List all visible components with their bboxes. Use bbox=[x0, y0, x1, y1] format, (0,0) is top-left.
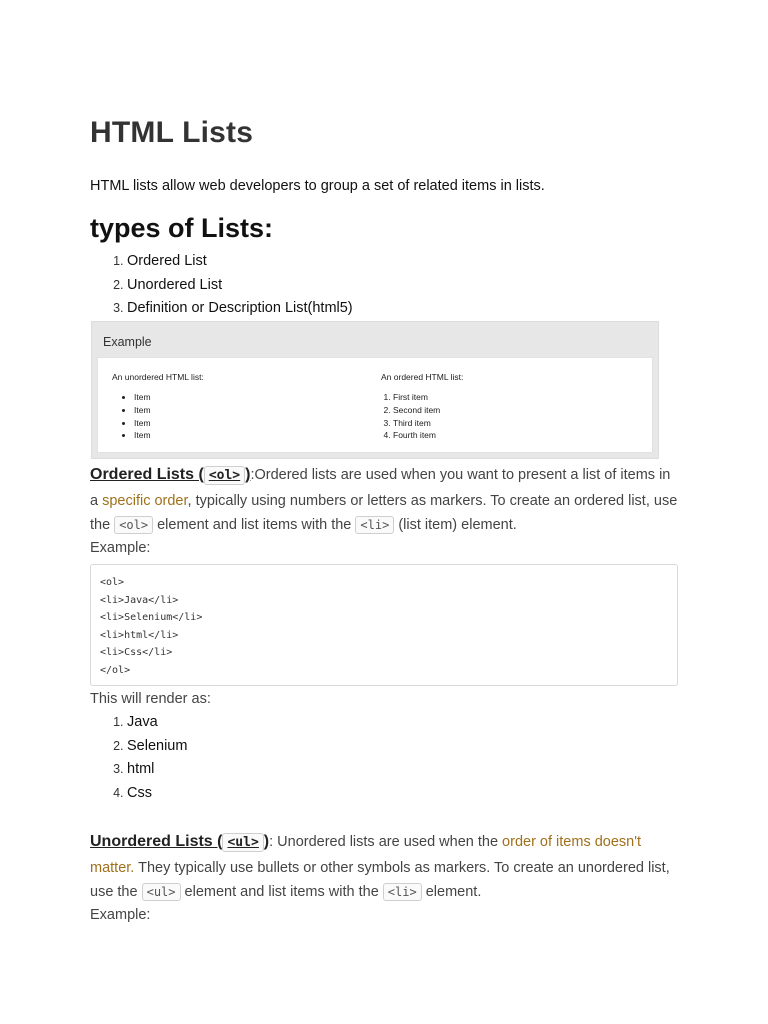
ordered-lists-title bbox=[90, 466, 250, 483]
paragraph-text: , typically using numbers or letters as markers. To create an ordered list, use the bbox=[90, 492, 678, 533]
ordered-example-list bbox=[381, 391, 463, 442]
paragraph-text: They typically use bullets or other symbols as markers. To create an unordered list, use the bbox=[90, 859, 670, 900]
list-item: 3. Definition or Description List(html5) bbox=[127, 297, 353, 321]
section-title-suffix: ) bbox=[245, 466, 251, 483]
list-item: • Item bbox=[134, 417, 204, 430]
li-code: <li> bbox=[383, 883, 422, 901]
types-list bbox=[90, 250, 353, 321]
paragraph-text: : Unordered lists are used when the bbox=[269, 834, 503, 850]
code-line: <li>Java</li> bbox=[100, 594, 179, 606]
code-line: <ol> bbox=[100, 577, 125, 588]
unordered-lists-title bbox=[90, 833, 269, 850]
ol-code: <ol> bbox=[114, 516, 153, 534]
list-item: 2. Unordered List bbox=[127, 274, 353, 298]
list-item: • Item bbox=[134, 404, 204, 417]
section-title-suffix: ) bbox=[263, 833, 270, 850]
types-heading: types of Lists: bbox=[90, 213, 274, 243]
unordered-caption: An unordered HTML list: bbox=[112, 372, 204, 382]
code-line: </ol> bbox=[100, 664, 131, 676]
example-image bbox=[91, 321, 659, 459]
li-code: <li> bbox=[355, 516, 394, 534]
list-item: 2. Second item bbox=[393, 404, 463, 417]
list-item: 1. First item bbox=[393, 391, 463, 404]
ul-tag-code: <ul> bbox=[222, 833, 263, 852]
highlight-text: order of items doesn't matter. bbox=[90, 834, 642, 876]
list-item: 4. Css bbox=[127, 782, 187, 806]
list-item: 1. Ordered List bbox=[127, 250, 353, 274]
render-label: This will render as: bbox=[90, 691, 211, 707]
unordered-example bbox=[112, 372, 204, 442]
unordered-example-list bbox=[112, 391, 204, 442]
ordered-lists-paragraph bbox=[90, 463, 678, 538]
highlight-text: specific order bbox=[102, 492, 188, 509]
list-item: • Item bbox=[134, 429, 204, 442]
example-image-panel bbox=[97, 357, 653, 453]
list-item: • Item bbox=[134, 391, 204, 404]
section-title-text: Ordered Lists ( bbox=[90, 466, 204, 483]
paragraph-text: element. bbox=[421, 884, 482, 900]
example-image-title: Example bbox=[103, 335, 152, 349]
code-line: <li>Selenium</li> bbox=[100, 612, 203, 623]
code-line: <li>html</li> bbox=[100, 629, 179, 641]
rendered-list bbox=[90, 711, 187, 805]
paragraph-text: :Ordered lists are used when you want to present a list of items in a bbox=[90, 467, 671, 509]
list-item: 3. Third item bbox=[393, 417, 463, 430]
example-label: Example: bbox=[90, 540, 151, 556]
ol-tag-code: <ol> bbox=[204, 466, 245, 485]
intro-text: HTML lists allow web developers to group a set of related items in lists. bbox=[90, 178, 545, 194]
unordered-lists-paragraph bbox=[90, 830, 678, 905]
paragraph-text: (list item) element. bbox=[394, 517, 517, 533]
section-title-text: Unordered Lists ( bbox=[90, 833, 223, 850]
list-item: 2. Selenium bbox=[127, 735, 187, 759]
page-title: HTML Lists bbox=[90, 116, 254, 149]
code-line: <li>Css</li> bbox=[100, 647, 173, 658]
ordered-caption: An ordered HTML list: bbox=[381, 372, 464, 382]
code-block bbox=[90, 564, 678, 686]
list-item: 4. Fourth item bbox=[393, 429, 463, 442]
list-item: 3. html bbox=[127, 758, 187, 782]
paragraph-text: element and list items with the bbox=[153, 517, 356, 533]
ul-code: <ul> bbox=[142, 883, 181, 901]
ordered-example bbox=[381, 372, 463, 442]
paragraph-text: element and list items with the bbox=[180, 884, 383, 900]
example-label: Example: bbox=[90, 907, 151, 923]
list-item: 1. Java bbox=[127, 711, 187, 735]
